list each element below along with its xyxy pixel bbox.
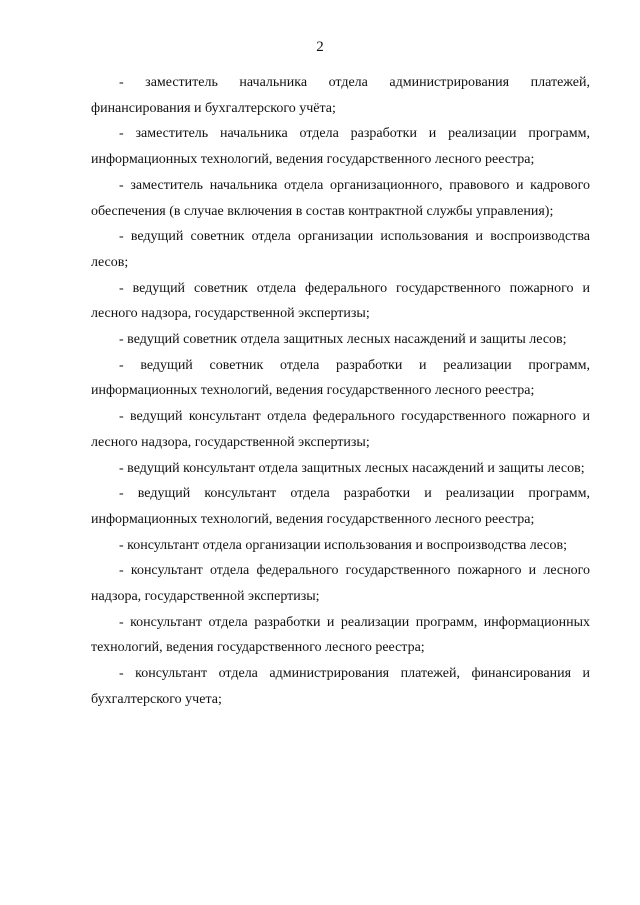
page-number: 2: [316, 39, 324, 55]
list-item: - ведущий советник отдела разработки и реализации программ, информационных технологий, ведения государственного лесного реестра;: [91, 357, 590, 399]
position-list: [91, 70, 590, 713]
list-item: - ведущий консультант отдела защитных лесных насаждений и защиты лесов;: [119, 460, 585, 476]
list-item: - заместитель начальника отдела администрирования платежей, финансирования и бухгалтерского учёта;: [91, 75, 590, 116]
list-item: - заместитель начальника отдела организационного, правового и кадрового обеспечения (в случае включения в состав контрактной службы управления);: [91, 177, 590, 219]
list-item: - консультант отдела организации использования и воспроизводства лесов;: [119, 537, 568, 553]
list-item: - консультант отдела администрирования платежей, финансирования и бухгалтерского учета;: [91, 666, 590, 707]
list-item: - ведущий советник отдела федерального государственного пожарного и лесного надзора, государственной экспертизы;: [91, 280, 590, 322]
list-item: - ведущий советник отдела организации использования и воспроизводства лесов;: [91, 229, 590, 270]
list-item: - консультант отдела разработки и реализации программ, информационных технологий, ведения государственного лесного реестра;: [91, 614, 590, 656]
list-item: - заместитель начальника отдела разработки и реализации программ, информационных технологий, ведения государственного лесного реестра;: [91, 126, 590, 168]
list-item: - ведущий консультант отдела федерального государственного пожарного и лесного надзора, государственной экспертизы;: [91, 409, 590, 450]
list-item: - ведущий консультант отдела разработки и реализации программ, информационных технологий, ведения государственного лесного реестра;: [91, 486, 590, 527]
list-item: - консультант отдела федерального государственного пожарного и лесного надзора, государственной экспертизы;: [91, 563, 590, 605]
list-item: - ведущий советник отдела защитных лесных насаждений и защиты лесов;: [119, 332, 567, 348]
